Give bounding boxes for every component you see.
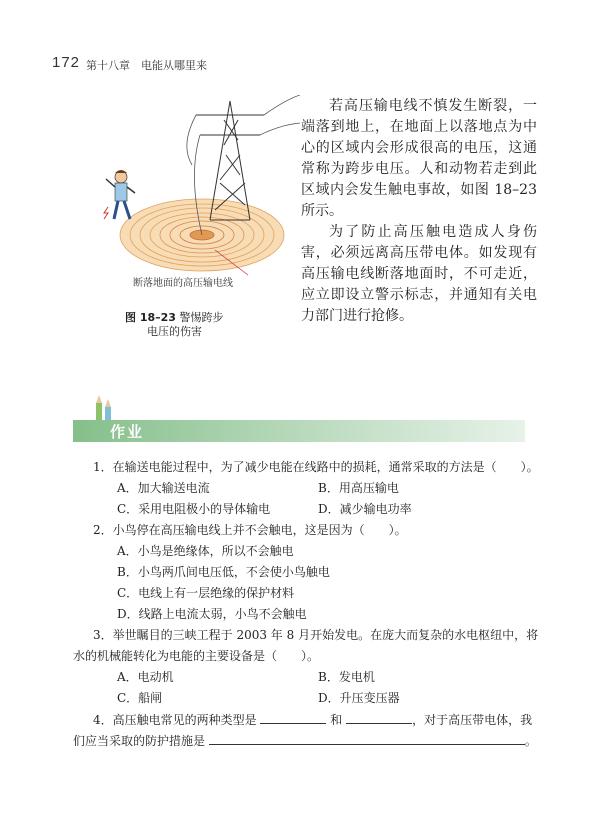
option: B．发电机 [318,670,375,684]
page-number: 172 [52,54,81,71]
chapter-title: 第十八章 电能从哪里来 [86,59,207,72]
option: C．电线上有一层绝缘的保护材料 [117,586,295,600]
option: D．减少输电功率 [318,502,412,516]
option: D．线路上电流太弱，小鸟不会触电 [117,607,307,621]
option: B．小鸟两爪间电压低，不会使小鸟触电 [117,565,330,579]
question-4-cont [73,731,537,751]
q4-text: ，对于高压带电体，我 [412,713,533,727]
paragraph: 若高压输电线不慎发生断裂，一端落到地上，在地面上以落地点为中心的区域内会形成很高的电压，这通常称为跨步电压。人和动物若走到此区域内会发生触电事故，如图 18–23 所示。 [301,98,537,219]
question-1: 1．在输送电能过程中，为了减少电能在线路中的损耗，通常采取的方法是（ ）。 [93,460,539,474]
caption-line2: 电压的伤害 [147,325,202,338]
option: B．用高压输电 [318,481,399,495]
q4-text: 4．高压触电常见的两种类型是 [93,713,257,727]
caption-line1: 警惕跨步 [179,311,224,324]
answer-blank[interactable] [209,732,525,745]
option: D．升压变压器 [318,691,400,705]
step-voltage-illustration [100,95,300,295]
q4-text: 和 [330,713,343,727]
homework-title: 作业 [110,423,145,441]
option: A．加大输送电流 [117,481,210,495]
q4-text: 。 [524,734,537,748]
figure-number: 图 18–23 [125,311,176,324]
figure-label: 断落地面的高压输电线 [133,278,233,289]
answer-blank[interactable] [346,711,412,724]
option: A．小鸟是绝缘体，所以不会触电 [117,544,294,558]
person [104,170,135,219]
question-3-cont: 水的机械能转化为电能的主要设备是（ ）。 [73,649,320,663]
figure-caption [125,311,253,339]
answer-blank[interactable] [260,711,326,724]
question-3: 3．举世瞩目的三峡工程于 2003 年 8 月开始发电。在庞大而复杂的水电枢纽中，将 [93,628,539,642]
option: A．电动机 [117,670,174,684]
option: C．采用电阻极小的导体输电 [117,502,271,516]
q4-text: 们应当采取的防护措施是 [73,734,206,748]
paragraph: 为了防止高压触电造成人身伤害，必须远离高压带电体。如发现有高压输电线断落地面时，不可走近，应立即设立警示标志，并通知有关电力部门进行抢修。 [301,224,537,324]
option: C．船闸 [117,691,163,705]
question-2: 2．小鸟停在高压输电线上并不会触电，这是因为（ ）。 [93,523,407,537]
body-text [301,96,537,327]
question-4 [93,710,532,730]
